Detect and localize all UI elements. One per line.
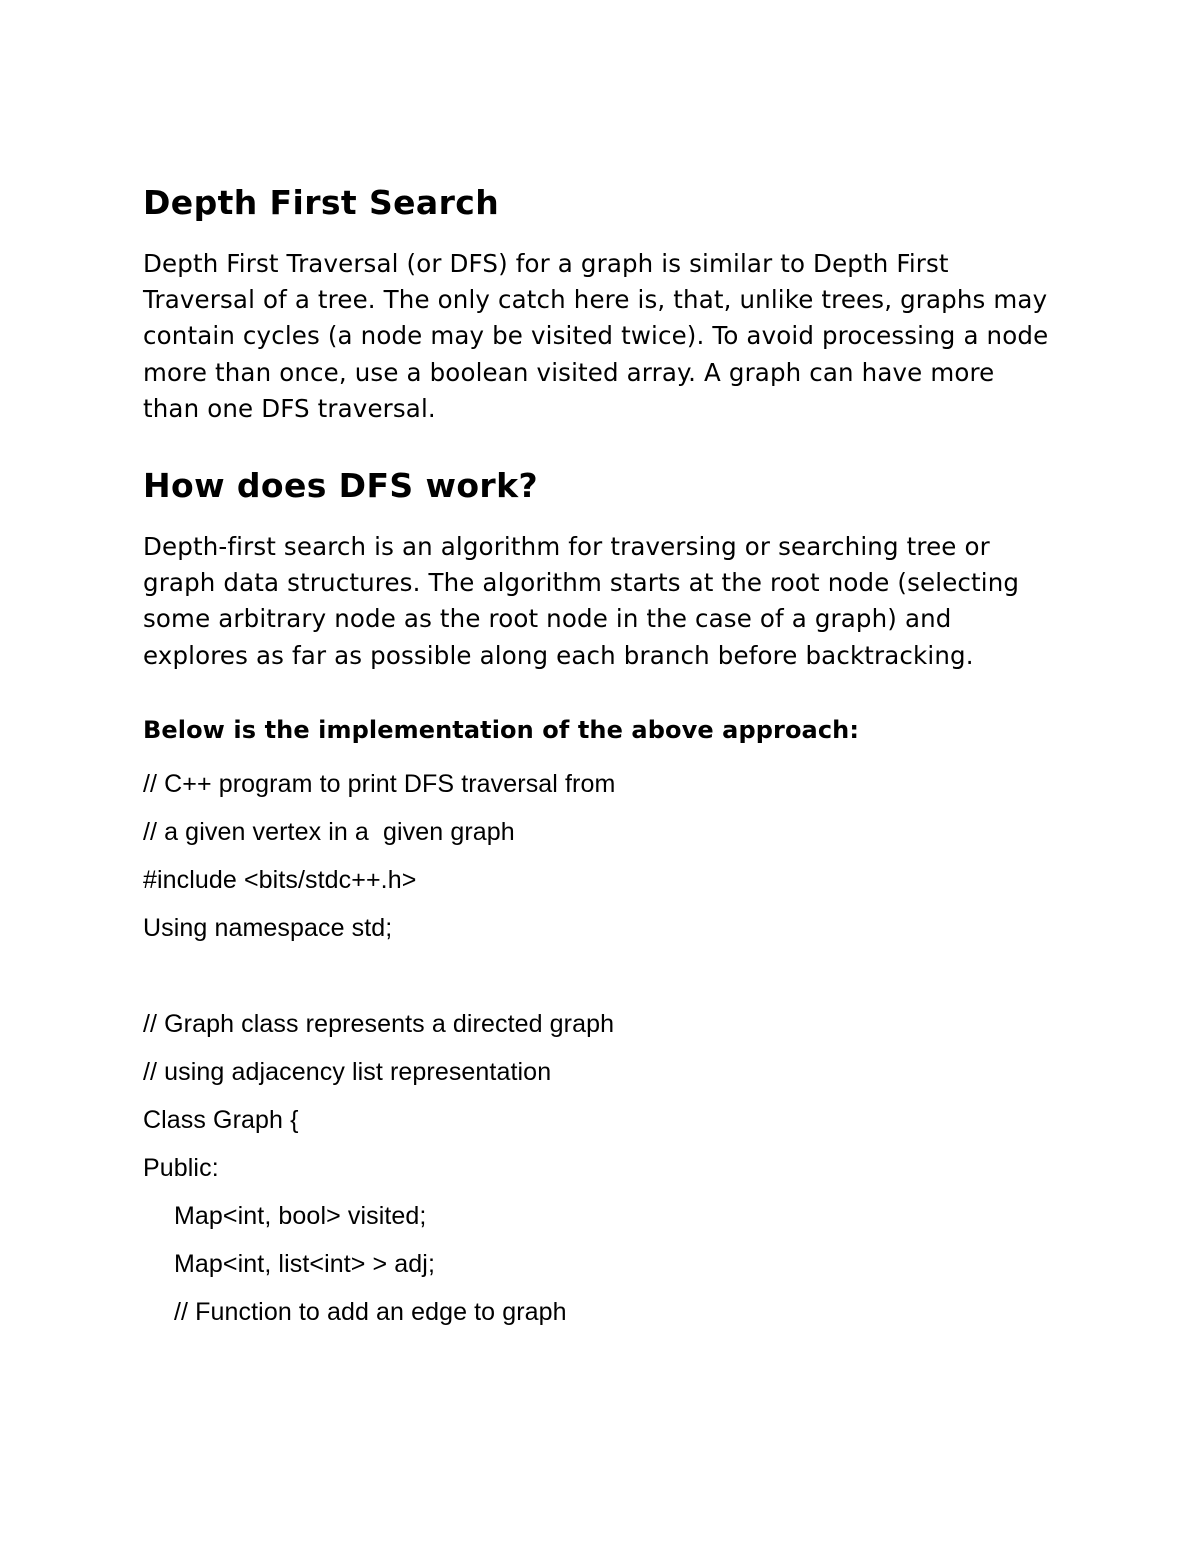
code-line: // Graph class represents a directed graph [143,1009,615,1038]
page-title: Depth First Search [143,183,500,222]
code-line: #include <bits/stdc++.h> [143,865,417,894]
paragraph-spacer [143,674,1063,712]
paragraph-spacer [143,427,1063,465]
code-line-blank [143,952,1063,1000]
code-line: // Function to add an edge to graph [174,1297,567,1326]
code-block [143,760,1063,1336]
section-how-does-dfs-work [143,465,1063,507]
code-line: Class Graph { [143,1105,299,1134]
paragraph-dfs-intro: Depth First Traversal (or DFS) for a graph is similar to Depth First Traversal of a tree. The only catch here is, that, unlike trees, graphs may contain cycles (a node may be visited twice). To avoid processing a node more than once, use a boolean visited array. A graph can have more than one DFS traversal. [143,249,1049,423]
code-line: // using adjacency list representation [143,1057,552,1086]
code-line: // C++ program to print DFS traversal from [143,769,616,798]
implementation-lead-in: Below is the implementation of the above approach: [143,715,860,744]
document-content [143,182,1063,1336]
code-line: // a given vertex in a given graph [143,817,515,846]
section-heading-how-does-dfs-work: How does DFS work? [143,466,538,506]
code-line: Using namespace std; [143,913,393,942]
code-line: Public: [143,1153,219,1182]
paragraph-dfs-explanation: Depth-first search is an algorithm for traversing or searching tree or graph data structures. The algorithm starts at the root node (selecting some arbitrary node as the root node in the case of a graph) and explores as far as possible along each branch before backtracking. [143,532,1020,670]
code-line: Map<int, bool> visited; [174,1201,427,1230]
code-line: Map<int, list<int> > adj; [174,1249,435,1278]
section-depth-first-search [143,182,1063,224]
